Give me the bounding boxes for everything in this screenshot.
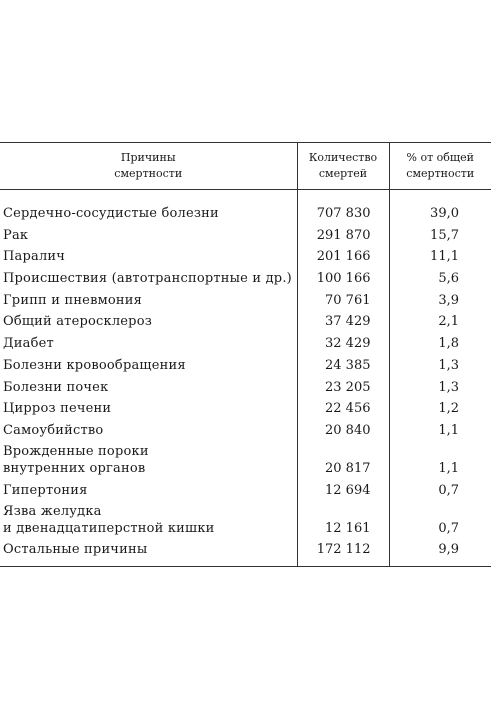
table-row [0,190,491,223]
cause-cell [0,537,297,567]
percent-cell: 0,7 [389,477,491,499]
table-row [0,374,491,396]
percent-cell: 39,0 [389,190,491,223]
cause-cell [0,287,297,309]
cause-text: внутренних органов [3,460,146,476]
count-cell: 100 166 [297,265,389,287]
cause-text: Паралич [3,249,66,265]
count-cell: 20 840 [297,417,389,439]
table-row [0,537,491,567]
header-count-line-2: смертей [318,167,368,180]
percent-cell: 1,1 [389,417,491,439]
count-cell: 70 761 [297,287,389,309]
percent-cell: 2,1 [389,309,491,331]
count-cell: 32 429 [297,330,389,352]
count-cell: 707 830 [297,190,389,223]
table-row [0,309,491,331]
cause-text: Болезни кровообращения [3,357,186,373]
table-row [0,417,491,439]
count-cell: 24 385 [297,352,389,374]
cause-text: Диабет [3,336,54,352]
count-cell: 37 429 [297,309,389,331]
header-row [0,143,491,190]
percent-cell: 9,9 [389,537,491,567]
percent-cell: 1,8 [389,330,491,352]
count-cell: 12 161 [297,499,389,537]
mortality-table-container [0,142,491,567]
cause-cell [0,374,297,396]
percent-cell: 1,3 [389,352,491,374]
header-cause-line-2: смертности [114,167,183,180]
cause-cell [0,477,297,499]
cause-cell [0,265,297,287]
cause-text: Грипп и пневмония [3,292,143,308]
header-count [297,143,389,190]
cause-text: Остальные причины [3,542,148,558]
cause-cell [0,244,297,266]
percent-cell: 5,6 [389,265,491,287]
cause-text: Самоубийство [3,422,104,438]
cause-text: Общий атеросклероз [3,314,153,330]
cause-cell [0,499,297,537]
percent-cell: 1,3 [389,374,491,396]
cause-text: Цирроз печени [3,401,112,417]
count-cell: 172 112 [297,537,389,567]
cause-text: Сердечно-сосудистые болезни [3,206,219,221]
cause-cell [0,417,297,439]
cause-text: Рак [3,227,29,243]
header-count-line-1: Количество [308,151,378,164]
table-row [0,330,491,352]
cause-cell [0,190,297,223]
table-row [0,396,491,418]
cause-text: и двенадцатиперстной кишки [3,520,215,536]
table-row [0,352,491,374]
percent-cell: 15,7 [389,222,491,244]
header-cause [0,143,297,190]
table-row [0,477,491,499]
table-row [0,244,491,266]
table-row [0,265,491,287]
percent-cell: 0,7 [389,499,491,537]
count-cell: 23 205 [297,374,389,396]
table-row [0,222,491,244]
table-body [0,190,491,567]
count-cell: 291 870 [297,222,389,244]
table-row [0,439,491,477]
header-cause-line-1: Причины [120,151,176,164]
percent-cell: 1,1 [389,439,491,477]
cause-cell [0,330,297,352]
percent-cell: 11,1 [389,244,491,266]
cause-cell [0,222,297,244]
cause-text: Гипертония [3,482,88,498]
mortality-table [0,142,491,567]
percent-cell: 1,2 [389,396,491,418]
count-cell: 12 694 [297,477,389,499]
header-percent-line-1: % от общей [406,151,474,164]
percent-cell: 3,9 [389,287,491,309]
count-cell: 20 817 [297,439,389,477]
cause-cell [0,309,297,331]
count-cell: 201 166 [297,244,389,266]
cause-text: Язва желудка [3,503,102,519]
header-percent-line-2: смертности [406,167,475,180]
cause-cell [0,396,297,418]
cause-cell [0,439,297,477]
header-percent [389,143,491,190]
table-row [0,287,491,309]
cause-text: Врожденные пороки [3,443,149,459]
cause-text: Происшествия (автотранспортные и др.) [3,271,292,287]
cause-text: Болезни почек [3,379,109,395]
table-header [0,143,491,190]
table-row [0,499,491,537]
count-cell: 22 456 [297,396,389,418]
cause-cell [0,352,297,374]
